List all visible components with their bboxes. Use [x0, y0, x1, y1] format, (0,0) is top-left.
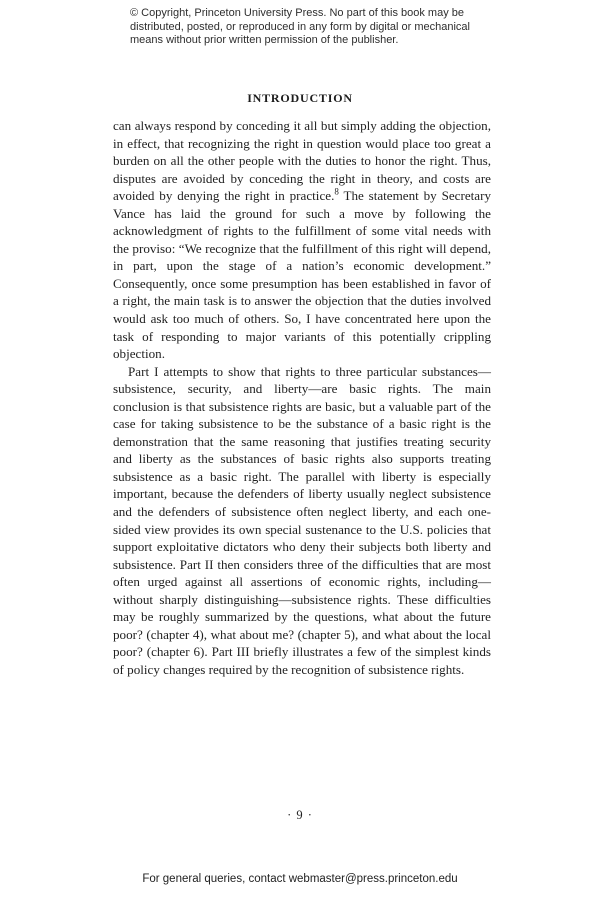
paragraph-1-text-b: The statement by Secretary Vance has laid the ground for such a move by following the acknowledgment of rights to the fulfillment of some vital needs with the proviso: “We recognize that the fulfillment of this right will depend, in part, upon the stage of a nation’s economic development.” Consequently, once some presumption has been established in favor of a right, the main task is to answer the objection that the duties involved would ask too much of others. So, I have concentrated here upon the task of responding to major variants of this potentially crippling objection. [113, 188, 491, 362]
paragraph-2: Part I attempts to show that rights to three particular substances—subsistence, security, and liberty—are basic rights. The main conclusion is that subsistence rights are basic, but a valuable part of the case for taking subsistence to be the substance of a basic right is the demonstration that the same reasoning that justifies treating security and liberty as the substances of basic rights also supports treating subsistence as a basic right. The parallel with liberty is especially important, because the defenders of liberty usually neglect subsistence and the defenders of subsistence often neglect liberty, and each one-sided view provides its own special sustenance to the U.S. policies that support exploitative dictators who deny their subjects both liberty and subsistence. Part II then considers three of the difficulties that are most often urged against all assertions of economic rights, including—without sharply distinguishing—subsistence rights. These difficulties may be roughly summarized by the questions, what about the future poor? (chapter 4), what about me? (chapter 5), and what about the local poor? (chapter 6). Part III briefly illustrates a few of the simplest kinds of policy changes required by the recognition of subsistence rights. [113, 363, 491, 677]
paragraph-1 [113, 117, 491, 363]
copyright-line-2: distributed, posted, or reproduced in any form by digital or mechanical [130, 20, 470, 33]
chapter-heading: INTRODUCTION [247, 91, 353, 105]
copyright-line-1: © Copyright, Princeton University Press. No part of this book may be [130, 7, 464, 19]
page-number: · 9 · [287, 808, 313, 822]
copyright-notice [0, 7, 600, 48]
footnote-marker-8: 8 [334, 186, 339, 197]
paragraph-1-text-a: can always respond by conceding it all but simply adding the objection, in effect, that recognizing the right in question would place too great a burden on all the other people with the duties to honor the right. Thus, disputes are avoided by conceding the right in theory, and costs are avoided by denying the right in practice. [113, 118, 491, 204]
footer-contact: For general queries, contact webmaster@press.princeton.edu [142, 873, 458, 885]
body-text [113, 117, 491, 679]
copyright-text [130, 7, 470, 48]
copyright-line-3: means without prior written permission of the publisher. [130, 34, 399, 46]
